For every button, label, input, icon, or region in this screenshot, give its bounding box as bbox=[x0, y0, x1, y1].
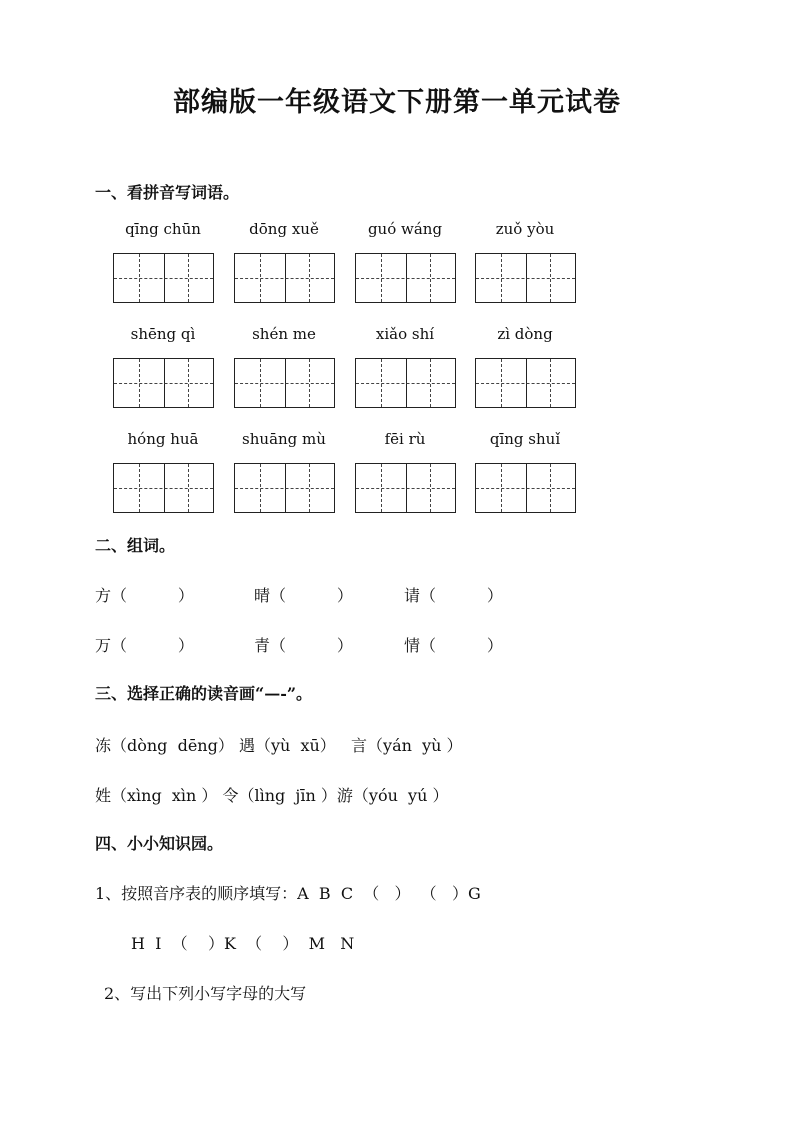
pinyin-label: qīng chūn bbox=[125, 220, 201, 238]
pinyin-label: shén me bbox=[252, 325, 316, 343]
grid-line bbox=[114, 278, 213, 279]
pinyin-label: shuāng mù bbox=[242, 430, 326, 448]
grid-line bbox=[188, 254, 189, 302]
grid-line bbox=[188, 464, 189, 512]
grid-line bbox=[260, 464, 261, 512]
writing-box[interactable] bbox=[234, 253, 335, 303]
grid-line bbox=[309, 464, 310, 512]
pinyin-label: qīng shuǐ bbox=[489, 430, 561, 448]
pinyin-label: dōng xuě bbox=[249, 220, 319, 238]
pinyin-label: shēng qì bbox=[130, 325, 196, 343]
pinyin-label: zì dòng bbox=[497, 325, 553, 343]
grid-line bbox=[260, 254, 261, 302]
writing-box[interactable] bbox=[355, 463, 456, 513]
grid-line bbox=[139, 359, 140, 407]
section2-heading: 二、组词。 bbox=[95, 536, 176, 555]
grid-line bbox=[550, 464, 551, 512]
writing-box[interactable] bbox=[234, 358, 335, 408]
grid-line bbox=[430, 464, 431, 512]
grid-line bbox=[501, 464, 502, 512]
pinyin-label: hóng huā bbox=[127, 430, 199, 448]
grid-line bbox=[430, 254, 431, 302]
uppercase-question: 2、写出下列小写字母的大写 bbox=[104, 984, 307, 1003]
grid-line bbox=[309, 254, 310, 302]
writing-box[interactable] bbox=[355, 253, 456, 303]
word-item: 情（ ） bbox=[404, 636, 503, 655]
grid-line bbox=[356, 488, 455, 489]
pinyin-label: xiǎo shí bbox=[375, 325, 435, 343]
grid-line bbox=[501, 359, 502, 407]
section1-heading: 一、看拼音写词语。 bbox=[95, 183, 240, 202]
grid-line bbox=[235, 383, 334, 384]
writing-box[interactable] bbox=[113, 253, 214, 303]
grid-line bbox=[381, 254, 382, 302]
grid-line bbox=[235, 278, 334, 279]
grid-line bbox=[476, 383, 575, 384]
grid-line bbox=[356, 383, 455, 384]
pinyin-label: zuǒ yòu bbox=[495, 220, 555, 238]
grid-line bbox=[139, 464, 140, 512]
grid-line bbox=[381, 464, 382, 512]
grid-line bbox=[114, 488, 213, 489]
reading-row: 姓（xìng xìn ） 令（lìng jīn ）游（yóu yú ） bbox=[95, 786, 449, 805]
grid-line bbox=[550, 254, 551, 302]
pinyin-label: fēi rù bbox=[384, 430, 426, 448]
word-item: 晴（ ） bbox=[254, 586, 353, 605]
grid-line bbox=[260, 359, 261, 407]
grid-line bbox=[114, 383, 213, 384]
grid-line bbox=[430, 359, 431, 407]
writing-box[interactable] bbox=[113, 463, 214, 513]
grid-line bbox=[235, 488, 334, 489]
grid-line bbox=[309, 359, 310, 407]
writing-box[interactable] bbox=[113, 358, 214, 408]
reading-row: 冻（dòng dēng） 遇（yù xū） 言（yán yù ） bbox=[95, 736, 463, 755]
word-item: 方（ ） bbox=[95, 586, 194, 605]
word-item: 请（ ） bbox=[404, 586, 503, 605]
grid-line bbox=[501, 254, 502, 302]
alphabet-order-continued: H I （ ）K （ ） M N bbox=[131, 934, 355, 953]
grid-line bbox=[550, 359, 551, 407]
grid-line bbox=[476, 278, 575, 279]
grid-line bbox=[188, 359, 189, 407]
page-title: 部编版一年级语文下册第一单元试卷 bbox=[173, 87, 621, 118]
grid-line bbox=[381, 359, 382, 407]
word-item: 万（ ） bbox=[95, 636, 194, 655]
word-item: 青（ ） bbox=[254, 636, 353, 655]
pinyin-label: guó wáng bbox=[367, 220, 443, 238]
writing-box[interactable] bbox=[355, 358, 456, 408]
writing-box[interactable] bbox=[234, 463, 335, 513]
grid-line bbox=[476, 488, 575, 489]
writing-box[interactable] bbox=[475, 463, 576, 513]
section3-heading: 三、选择正确的读音画“—-”。 bbox=[95, 684, 313, 703]
writing-box[interactable] bbox=[475, 253, 576, 303]
alphabet-order-question: 1、按照音序表的顺序填写：A B C （ ） （ ）G bbox=[95, 884, 481, 903]
section4-heading: 四、小小知识园。 bbox=[95, 834, 224, 853]
grid-line bbox=[356, 278, 455, 279]
grid-line bbox=[139, 254, 140, 302]
writing-box[interactable] bbox=[475, 358, 576, 408]
